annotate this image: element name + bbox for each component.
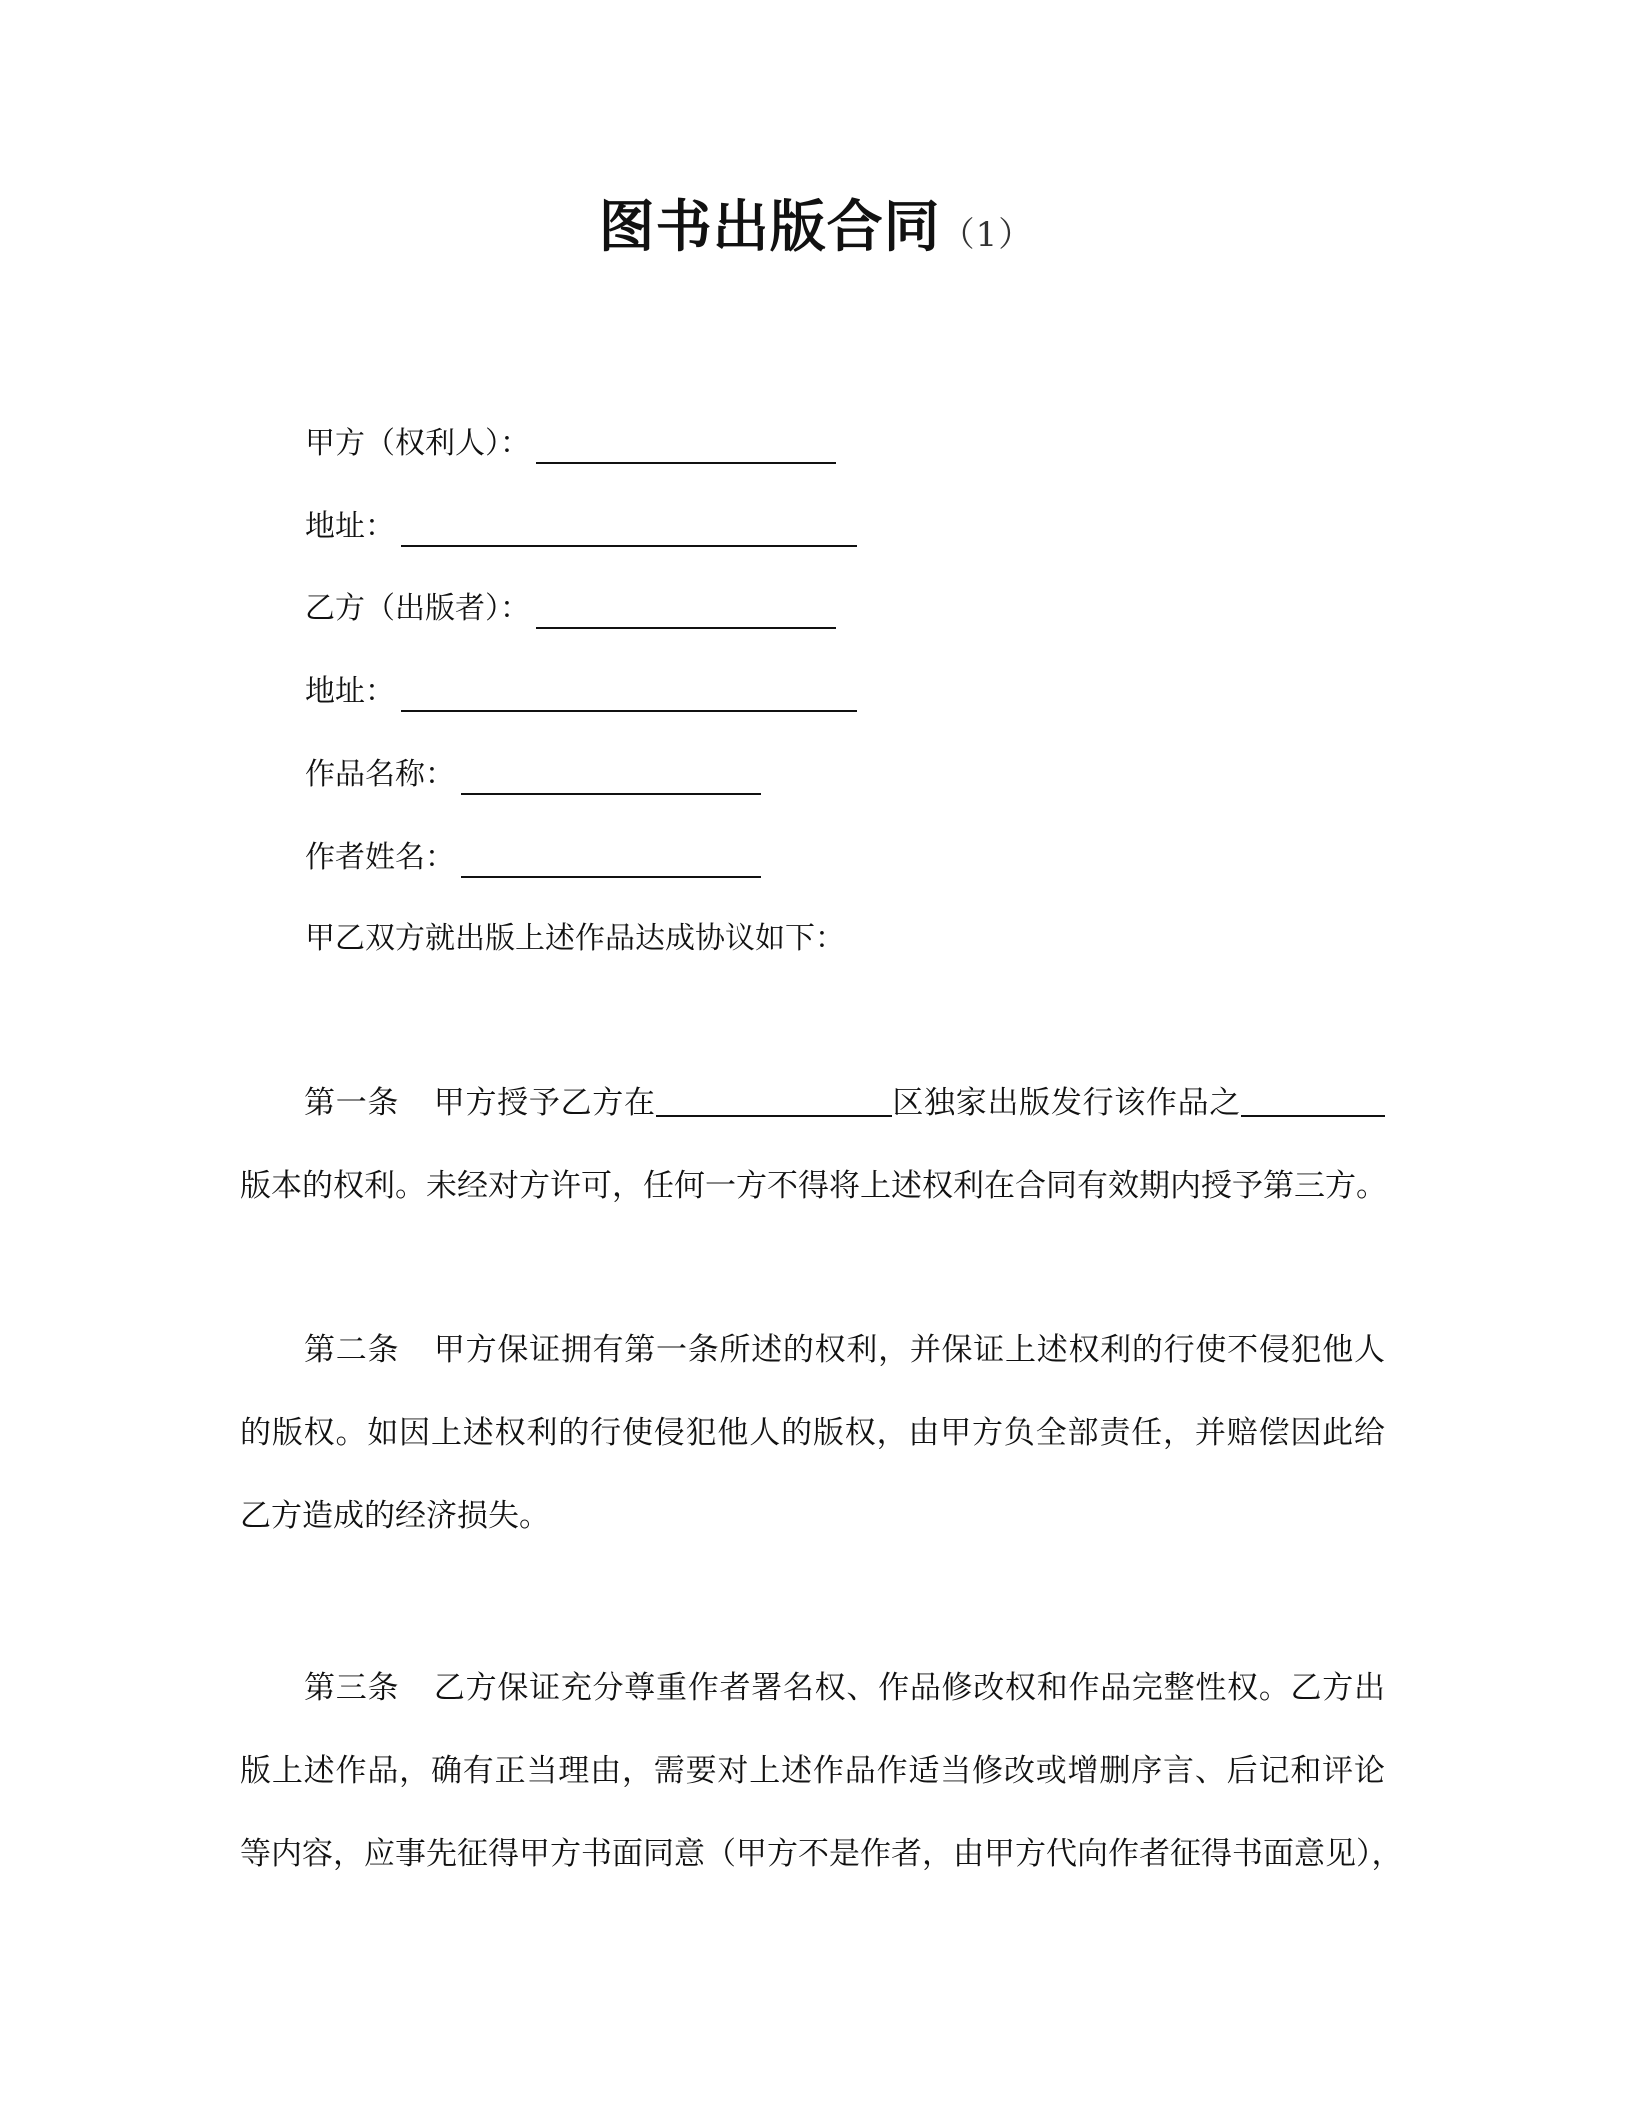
address-b-blank[interactable] bbox=[401, 676, 857, 712]
field-party-a bbox=[305, 424, 836, 464]
field-author-name bbox=[305, 838, 761, 878]
article-2 bbox=[240, 1309, 1385, 1558]
article-heading: 第二条 bbox=[304, 1332, 400, 1368]
article-3-line-1: 第三条 乙方保证充分尊重作者署名权、作品修改权和作品完整性权。乙方出 bbox=[304, 1670, 1386, 1706]
article-2-line-1: 第二条 甲方保证拥有第一条所述的权利，并保证上述权利的行使不侵犯他人 bbox=[304, 1332, 1386, 1368]
article-heading: 第三条 bbox=[304, 1670, 400, 1706]
author-name-blank[interactable] bbox=[461, 842, 761, 878]
article-3-line-2: 版上述作品，确有正当理由，需要对上述作品作适当修改或增删序言、后记和评论 bbox=[240, 1753, 1385, 1789]
region-blank[interactable] bbox=[656, 1085, 892, 1117]
document-title bbox=[0, 192, 1632, 271]
field-address-a bbox=[305, 507, 857, 547]
intro-text bbox=[305, 919, 845, 959]
article-1-line-2: 版本的权利。未经对方许可，任何一方不得将上述权利在合同有效期内授予第三方。 bbox=[240, 1168, 1387, 1204]
title-suffix: （1） bbox=[940, 215, 1034, 255]
intro-label: 甲乙双方就出版上述作品达成协议如下： bbox=[305, 921, 845, 956]
article-3-line-3: 等内容，应事先征得甲方书面同意（甲方不是作者，由甲方代向作者征得书面意见）， bbox=[240, 1836, 1403, 1872]
party-a-blank[interactable] bbox=[536, 428, 836, 464]
work-title-blank[interactable] bbox=[461, 759, 761, 795]
field-label: 作品名称： bbox=[305, 757, 455, 792]
field-label: 地址： bbox=[305, 674, 395, 709]
field-work-title bbox=[305, 755, 761, 795]
article-2-line-3: 乙方造成的经济损失。 bbox=[240, 1498, 550, 1534]
article-3 bbox=[240, 1647, 1403, 1896]
field-label: 甲方（权利人）： bbox=[305, 426, 530, 461]
field-party-b bbox=[305, 589, 836, 629]
article-heading: 第一条 bbox=[304, 1085, 400, 1121]
field-label: 乙方（出版者）： bbox=[305, 591, 530, 626]
field-label: 作者姓名： bbox=[305, 840, 455, 875]
address-a-blank[interactable] bbox=[401, 511, 857, 547]
article-2-line-2: 的版权。如因上述权利的行使侵犯他人的版权，由甲方负全部责任，并赔偿因此给 bbox=[240, 1415, 1385, 1451]
title-text: 图书出版合同 bbox=[598, 195, 941, 260]
article-1-line-1: 第一条 甲方授予乙方在 区独家出版发行该作品之 bbox=[240, 1062, 1385, 1145]
article-1 bbox=[240, 1062, 1385, 1228]
field-label: 地址： bbox=[305, 509, 395, 544]
party-b-blank[interactable] bbox=[536, 593, 836, 629]
field-address-b bbox=[305, 672, 857, 712]
edition-blank[interactable] bbox=[1241, 1085, 1385, 1117]
